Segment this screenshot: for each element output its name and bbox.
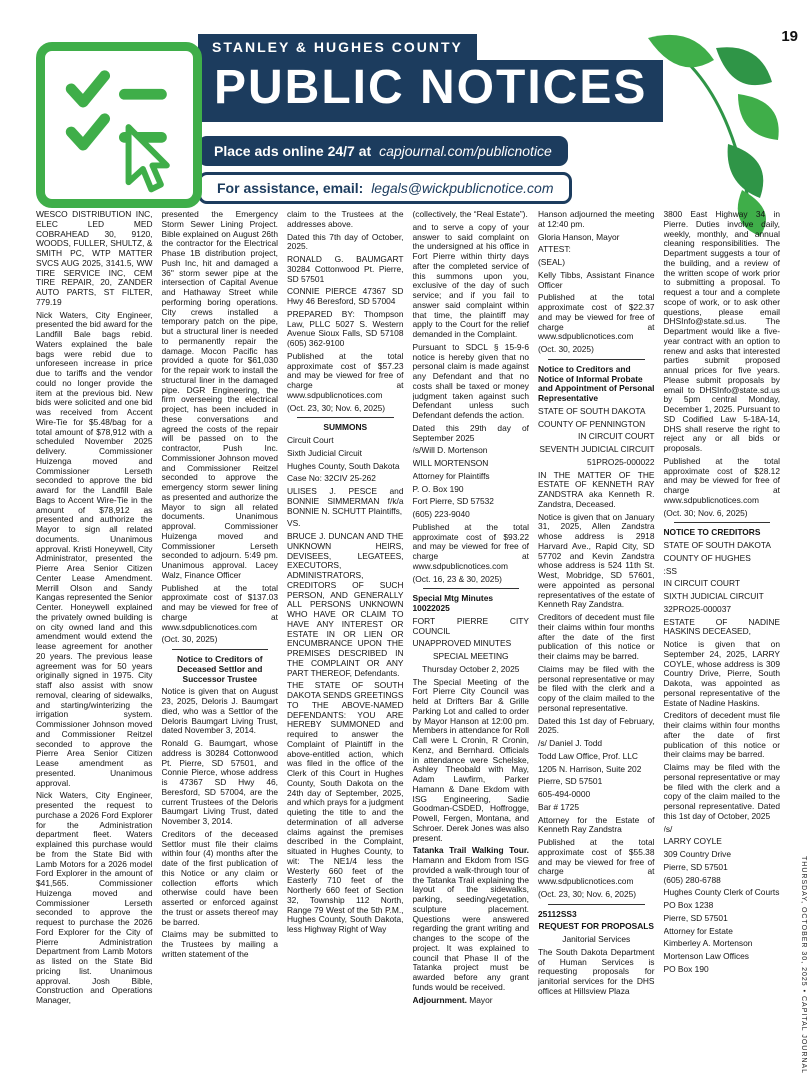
notice-paragraph: (collectively, the “Real Estate”). <box>412 210 528 219</box>
notice-paragraph: Claims may be filed with the personal representative or may be filed with the clerk and a copy of the claim mailed to the personal representative. <box>538 663 655 713</box>
assistance-banner <box>198 172 572 204</box>
notice-column-4 <box>413 210 530 1074</box>
notice-paragraph: BRUCE J. DUNCAN AND THE UNKNOWN HEIRS, DEVISEES, LEGATEES, EXECUTORS, ADMINISTRATORS, CREDITORS OF SUCH PERSON, AND GENERALLY ALL PERSONS UNKNOWN WHO HAVE OR CLAIM TO HAVE ANY INTEREST OR ESTATE IN OR LIEN OR ENCUMBRANCE UPON THE PREMISES DESCRIBED IN THE COMPLAINT OR ANY PART THEREOF, Defendants. <box>287 531 404 678</box>
notice-heading: Special Mtg Minutes 10022025 <box>412 593 494 613</box>
notice-paragraph: IN CIRCUIT COURT <box>578 431 655 442</box>
notice-paragraph: Published at the total approximate cost of $57.23 and may be viewed for free of charge at www.sdpublicnotices.com <box>287 350 404 400</box>
notice-paragraph: UNAPPROVED MINUTES <box>412 638 512 649</box>
notice-heading: NOTICE TO CREDITORS <box>663 527 761 538</box>
notice-paragraph: Nick Waters, City Engineer, presented the request to purchase a 2026 Ford Explorer for the Administration department fleet. Waters explained this purchase would be from the State Bid with Lamb Motors for a 2026 model Ford Explorer in the amount of $41,565. Commissioner Huizenga moved and Commissioner Lerseth seconded to approve the request to purchase the 2026 Ford Explorer for the City of Pierre Administration Department from Lamb Motors as listed on the State Bid pricing list. Unanimous approval. Josh Bible, Construction and Operations Manager, <box>36 790 153 1005</box>
notice-paragraph: 309 Country Drive <box>663 849 731 859</box>
public-notices-header <box>36 34 780 208</box>
notice-paragraph: PREPARED BY: Thompson Law, PLLC 5027 S. Western Avenue Sioux Falls, SD 57108 (605) 362-9100 <box>287 308 404 348</box>
notice-paragraph: Published at the total approximate cost of $137.03 and may be viewed for free of charge at www.sdpublicnotices.com <box>161 582 278 632</box>
notice-paragraph: Creditors of decedent must file their claims within four months after the date of first publication of this notice or their claims may be barred. <box>663 710 780 760</box>
notice-paragraph: STATE OF SOUTH DAKOTA <box>663 540 771 550</box>
notice-paragraph: Published at the total approximate cost of $22.37 and may be viewed for free of charge at www.sdpublicnotices.com <box>538 292 655 342</box>
notice-paragraph: Nick Waters, City Engineer, presented the bid award for the Landfill Bale bags rebid. Waters explained the bale bags were rebid due to unforeseen increase in price due to tariffs and the vendor could no longer provide the item at the previous bid. New bids were solicited and one bid was received from Accent Wire-Tie for $5.48/bag for a total amount of $78,912 with a scheduled November 2025 delivery. Commissioner Huizenga moved and Commissioner Lerseth seconded to approve the bid award for the Landfill Bale Bags to Accent Wire-Tie in the amount of $78,912 as presented and authorize the Mayor to sign all related documents. Unanimous approval. Kristi Honeywell, City Administrator, presented the Pierre Area Senior Citizen Center Lease Amendment. Merrill Olson and Sandy Kangas represented the Senior Center. Honeywell explained the privately owned building is on city owned land and this amendment would extend the lease agreement for another 20 years. The previous lease agreement was for 50 years originally signed in 1975. City staff also assist with snow removal, clearing of sidewalks, and starting/winterizing the irrigation system. Commissioner Johnson moved and Commissioner Reitzel seconded to approve the Pierre Area Senior Citizen Lease amendment as presented. Unanimous approval. <box>36 309 153 788</box>
notice-paragraph: /s/Will D. Mortenson <box>412 445 488 456</box>
notice-paragraph: SIXTH JUDICIAL CIRCUIT <box>663 591 764 601</box>
notice-paragraph: /s/ Daniel J. Todd <box>538 738 603 748</box>
notice-paragraph: The South Dakota Department of Human Services is requesting proposals for janitorial services for the DHS offices at Hillsview Plaza <box>538 946 655 996</box>
notice-heading: Notice to Creditors of Deceased Settlor and Successor Trustee <box>176 654 263 684</box>
notice-paragraph: :SS <box>663 565 677 576</box>
notice-paragraph: Creditors of the deceased Settlor must file their claims within four (4) months after the date of the first publication of this Notice or any claim or collection efforts which otherwise could have been asserted or enforced against the trust or assets thereof may be barred. <box>161 828 278 927</box>
notice-paragraph: Pierre, SD 57501 <box>663 861 728 872</box>
notice-paragraph: Hanson adjourned the meeting at 12:40 pm. <box>538 210 655 229</box>
notice-paragraph: (605) 280-6788 <box>663 874 721 885</box>
notice-paragraph: /s/ <box>663 823 673 834</box>
notice-paragraph: COUNTY OF HUGHES <box>663 552 751 563</box>
notice-paragraph: SPECIAL MEETING <box>432 651 509 661</box>
county-kicker: STANLEY & HUGHES COUNTY <box>198 34 477 60</box>
place-ads-text: Place ads online 24/7 at <box>214 143 372 159</box>
notice-paragraph: Published at the total approximate cost of $55.38 and may be viewed for free of charge at www.sdpublicnotices.com <box>538 837 655 886</box>
notice-paragraph: Attorney for Estate <box>663 925 733 936</box>
notice-paragraph: (Oct. 30, 2025) <box>538 344 594 354</box>
notice-paragraph: Notice is given that on August 23, 2025, Deloris J. Baumgart died, who was a Settlor of the Deloris Baumgart Living Trust, dated November 3, 2014. <box>161 686 278 736</box>
leaf-decoration-icon <box>620 26 790 238</box>
notice-paragraph: Pursuant to SDCL § 15-9-6 notice is hereby given that no personal claim is made against any Defendant and that no costs shall be taxed or money judgment taken against such Defendant unless such Defendant defends the action. <box>412 341 529 420</box>
notice-paragraph: Kimberley A. Mortenson <box>663 938 753 949</box>
notice-paragraph: Todd Law Office, Prof. LLC <box>538 750 638 761</box>
notice-paragraph: WILL MORTENSON <box>412 458 489 468</box>
edge-caption: THURSDAY, OCTOBER 30, 2025 • CAPITAL JOURNAL <box>800 855 807 1074</box>
notice-paragraph: (Oct. 16, 23 & 30, 2025) <box>412 573 502 584</box>
notice-paragraph: Dated this 7th day of October, 2025. <box>287 231 404 252</box>
notice-paragraph: Tatanka Trail Walking Tour. Hamann and Ekdom from ISG provided a walk-through tour of the Tatanka Trail explaining the layout of the sidewalks, parking, seeding/vegetation, sculpture placement. Questions were answered regarding the grant writing and changes to the scope of the project. It was explained to council that Phase II of the Tatanka project must be awarded before any grant funds would be received. <box>412 845 529 992</box>
notice-column-3 <box>287 210 404 1074</box>
notices-columns <box>36 210 780 1074</box>
notice-paragraph: Attorney for Plaintiffs <box>412 470 490 481</box>
notice-paragraph: Attorney for the Estate of Kenneth Ray Zandstra <box>538 814 655 835</box>
notice-paragraph: The Special Meeting of the Fort Pierre City Council was held at Drifters Bar & Grille Parking Lot and called to order by Mayor Hanson at 12:00 pm. Members in attendance for Roll Call were L Cronin, R Cronin, Kenz, and Bernhard. Officials in attendance were Schelske, Ashley Theobald with May, Adam Lawfirm, Parker Hamann & Dane Ekdom with ISG Engineering, Sadie Goodman-CSDED, Hoffrogge, Powell, Fergen, Montana, and Schroer. Derek Jones was also present. <box>412 676 529 843</box>
assistance-text: For assistance, email: <box>217 180 364 196</box>
notice-divider <box>423 588 520 589</box>
notice-paragraph: Thursday October 2, 2025 <box>422 663 520 674</box>
notice-paragraph: THE STATE OF SOUTH DAKOTA SENDS GREETINGS TO THE ABOVE-NAMED DEFENDANTS: YOU ARE HEREBY SUMMONED and required to answer the Complaint of Plaintiff in the above-entitled action, which was filed in the office of the Clerk of this Court in Hughes County, South Dakota on the 24th day of September, 2025, and which prays for a judgment quieting the title to and the determination of all adverse claims against the premises described in the Complaint, situated in Hughes County, to wit: The NE1/4 less the Westerly 660 feet of the Easterly 710 feet of the Northerly 660 feet of Section 32, Township 112 North, Range 79 West of the 5th P.M., Hughes County, South Dakota, less Highway Right of Way <box>287 680 404 934</box>
notice-paragraph: Sixth Judicial Circuit <box>287 447 362 458</box>
notice-paragraph: Ronald G. Baumgart, whose address is 30284 Cottonwood Pt. Pierre, SD 57501, and Connie Pierce, whose address is 47367 SD Hwy 46, Beresford, SD 57004, are the current Trustees of the Deloris Baumgart Living Trust, dated November 3, 2014. <box>161 738 278 826</box>
notice-paragraph: (Oct. 30; Nov. 6, 2025) <box>663 507 748 518</box>
notice-paragraph: Hughes County, South Dakota <box>287 460 400 471</box>
notice-heading: REQUEST FOR PROPOSALS <box>538 921 654 932</box>
notice-paragraph: claim to the Trustees at the addresses above. <box>287 210 404 229</box>
page-number: 19 <box>781 28 798 45</box>
notice-column-2 <box>162 210 279 1074</box>
notice-paragraph: Mortenson Law Offices <box>663 951 749 961</box>
notice-paragraph: Notice is given that on January 31, 2025, Allen Zandstra whose address is 2918 Harvard Ave., Rapid City, SD 57702 and Kevin Zandstra whose address is 524 11th St. West, Mobridge, SD 57601, were appointed as personal representatives of the estate of Kenneth Ray Zandstra. <box>538 511 655 610</box>
notice-paragraph: Pierre, SD 57501 <box>663 912 728 923</box>
notice-paragraph: (Oct. 23, 30; Nov. 6, 2025) <box>538 888 637 899</box>
notice-column-1 <box>36 210 153 1074</box>
notice-paragraph: ATTEST: <box>538 244 571 255</box>
paragraph-lead: Adjournment. <box>412 994 467 1005</box>
notice-paragraph: Gloria Hanson, Mayor <box>538 231 620 242</box>
notice-paragraph: Published at the total approximate cost of $93.22 and may be viewed for free of charge at www.sdpublicnotices.com <box>412 521 529 571</box>
notice-paragraph: Hughes County Clerk of Courts <box>663 887 780 898</box>
notice-divider <box>548 359 645 360</box>
notice-paragraph: VS. <box>287 518 301 529</box>
notice-paragraph: IN THE MATTER OF THE ESTATE OF KENNETH RAY ZANDSTRA aka Kenneth R. Zandstra, Deceased. <box>538 469 655 509</box>
notice-paragraph: presented the Emergency Storm Sewer Lining Project. Bible explained on August 26th the contractor for the Electrical Phase 1B distribution project, Push Inc, hit and damaged a 36" storm sewer pipe at the intersection of Capital Avenue and Hathaway Street while performing boring operations. City crews installed a temporary patch on the pipe, but a structural liner is needed to permanently repair the damage. Mocon Pacific has provided a quote for $61,030 for the repair work to install the structural liner in the damaged pipe. DGR Engineering, the firm overseeing the electrical project, has been included in these conversations and agreed the costs of the repair will be passed on to the contractor, Push Inc. Commissioner Johnson moved and Commissioner Reitzel seconded to approve the emergency storm sewer lining as presented and authorize the Mayor to sign all related documents. Unanimous approval. Commissioner Huizenga moved and Commissioner Lerseth seconded to adjourn. 5:49 pm. Unanimous approval. Lacey Walz, Finance Officer <box>161 210 278 580</box>
notice-paragraph: Case No: 32CIV 25-262 <box>287 473 376 484</box>
notice-paragraph: Claims may be filed with the personal representative or may be filed with the clerk and a copy of the claim mailed to the personal representative. Dated this 1st day of October, 2025 <box>663 762 780 821</box>
notice-paragraph: Dated this 1st day of February, 2025. <box>538 715 655 736</box>
notice-paragraph: Circuit Court <box>287 435 334 445</box>
notice-paragraph: WESCO DISTRIBUTION INC, ELEC LED MED COBRAHEAD 30, 9120, WOODS, FULLER, SHULTZ, & SMITH PC, WTP MATTER SVCS AUG 2025, 3141.5, WW TIRE SERVICE INC, CEM TIRE REPAIR, 20, ZANDER AUTO PARTS, ST FILTER, 779.19 <box>36 210 153 307</box>
notice-paragraph: 605-494-0000 <box>538 789 591 799</box>
notice-heading: SUMMONS <box>323 422 368 433</box>
notice-paragraph: 3800 East Highway 34 in Pierre. Duties involve daily, weekly, monthly, and annual cleaning responsibilities. The Department suggests a tour of the building, and a review of the written scope of work prior to submitting a proposal. To request a tour and a complete scope of work, or to ask other questions, please email DHSInfo@state.sd.us. The Department would like a five-year contract with an option to renew and asks that interested parties submit proposed annual prices for five years. Please submit proposals by email to DHSInfo@state.sd.us by 5pm central Monday, December 1, 2025. Pursuant to SD Codified Law 5-18A-14, DHS shall reserve the right to reject any or all bids or proposals. <box>663 210 780 453</box>
notice-paragraph: Pierre, SD 57501 <box>538 776 603 787</box>
page-title: PUBLIC NOTICES <box>198 60 663 122</box>
notice-paragraph: PO Box 1238 <box>663 900 714 910</box>
notice-paragraph: CONNIE PIERCE 47367 SD Hwy 46 Beresford, SD 57004 <box>287 286 404 306</box>
notice-paragraph: (Oct. 23, 30; Nov. 6, 2025) <box>287 402 386 413</box>
paragraph-lead: Tatanka Trail Walking Tour. <box>412 845 529 856</box>
notice-paragraph: and to serve a copy of your answer to said complaint on the undersigned at his office in Fort Pierre within thirty days after the completed service of this summons upon you, exclusive of the day of such service; and if you fail to answer said complaint within that time, the plaintiff may apply to the Court for the relief demanded in the Complaint. <box>412 221 529 339</box>
notice-paragraph: Dated this 29th day of September 2025 <box>412 422 529 443</box>
notice-paragraph: SEVENTH JUDICIAL CIRCUIT <box>539 444 655 454</box>
notice-paragraph: (Oct. 30, 2025) <box>161 634 218 645</box>
notice-paragraph: IN CIRCUIT COURT <box>663 578 740 589</box>
checklist-clipboard-icon <box>36 42 202 208</box>
notice-paragraph: 1205 N. Harrison, Suite 202 <box>538 763 642 774</box>
notice-paragraph: Published at the total approximate cost of $28.12 and may be viewed for free of charge at www.sdpublicnotices.com <box>663 455 780 505</box>
notice-heading: Notice to Creditors and Notice of Informal Probate and Appointment of Personal Representative <box>538 363 655 403</box>
notice-divider <box>297 417 394 418</box>
notice-paragraph: LARRY COYLE <box>663 836 722 847</box>
notice-paragraph: ULISES J. PESCE and BONNIE SIMMERMAN f/k/a BONNIE N. SCHUTT Plaintiffs, <box>287 486 404 516</box>
notice-divider <box>172 649 269 650</box>
notice-paragraph: (605) 223-9040 <box>412 509 470 519</box>
assistance-email: legals@wickpublicnotice.com <box>371 180 554 196</box>
notice-paragraph: 51PRO25-000022 <box>586 456 655 467</box>
notice-paragraph: Kelly Tibbs, Assistant Finance Officer <box>538 269 655 290</box>
notice-paragraph: Fort Pierre, SD 57532 <box>412 496 494 507</box>
notice-paragraph: RONALD G. BAUMGART 30284 Cottonwood Pt. Pierre, SD 57501 <box>287 254 404 284</box>
place-ads-url: capjournal.com/publicnotice <box>379 143 552 159</box>
notice-heading: 25112SS3 <box>538 908 577 919</box>
notice-paragraph: P. O. Box 190 <box>412 483 464 494</box>
notice-paragraph: 32PRO25-000037 <box>663 603 732 614</box>
notice-paragraph: Adjournment. Mayor <box>412 994 493 1005</box>
notice-paragraph: Bar # 1725 <box>538 801 579 812</box>
notice-paragraph: ESTATE OF NADINE HASKINS DECEASED, <box>663 616 780 637</box>
notice-paragraph: FORT PIERRE CITY COUNCIL <box>412 615 529 636</box>
notice-divider <box>548 904 645 905</box>
notice-column-6 <box>664 210 781 1074</box>
notice-column-5 <box>538 210 655 1074</box>
notice-paragraph: STATE OF SOUTH DAKOTA <box>538 405 646 416</box>
notice-paragraph: Janitorial Services <box>562 934 631 944</box>
notice-paragraph: Notice is given that on September 24, 2025, LARRY COYLE, whose address is 309 Country Drive, Pierre, South Dakota, was appointed as personal representative of the Estate of Nadine Haskins. <box>663 639 780 708</box>
place-ads-banner <box>198 136 568 166</box>
notice-paragraph: PO Box 190 <box>663 963 709 974</box>
notice-paragraph: Claims may be submitted to the Trustees by mailing a written statement of the <box>161 929 278 959</box>
notice-paragraph: (SEAL) <box>538 257 565 267</box>
notice-paragraph: COUNTY OF PENNINGTON <box>538 418 646 429</box>
notice-paragraph: Creditors of decedent must file their claims within four months after the date of the first publication of this notice or their claims may be barred. <box>538 612 655 661</box>
notice-divider <box>674 522 771 523</box>
